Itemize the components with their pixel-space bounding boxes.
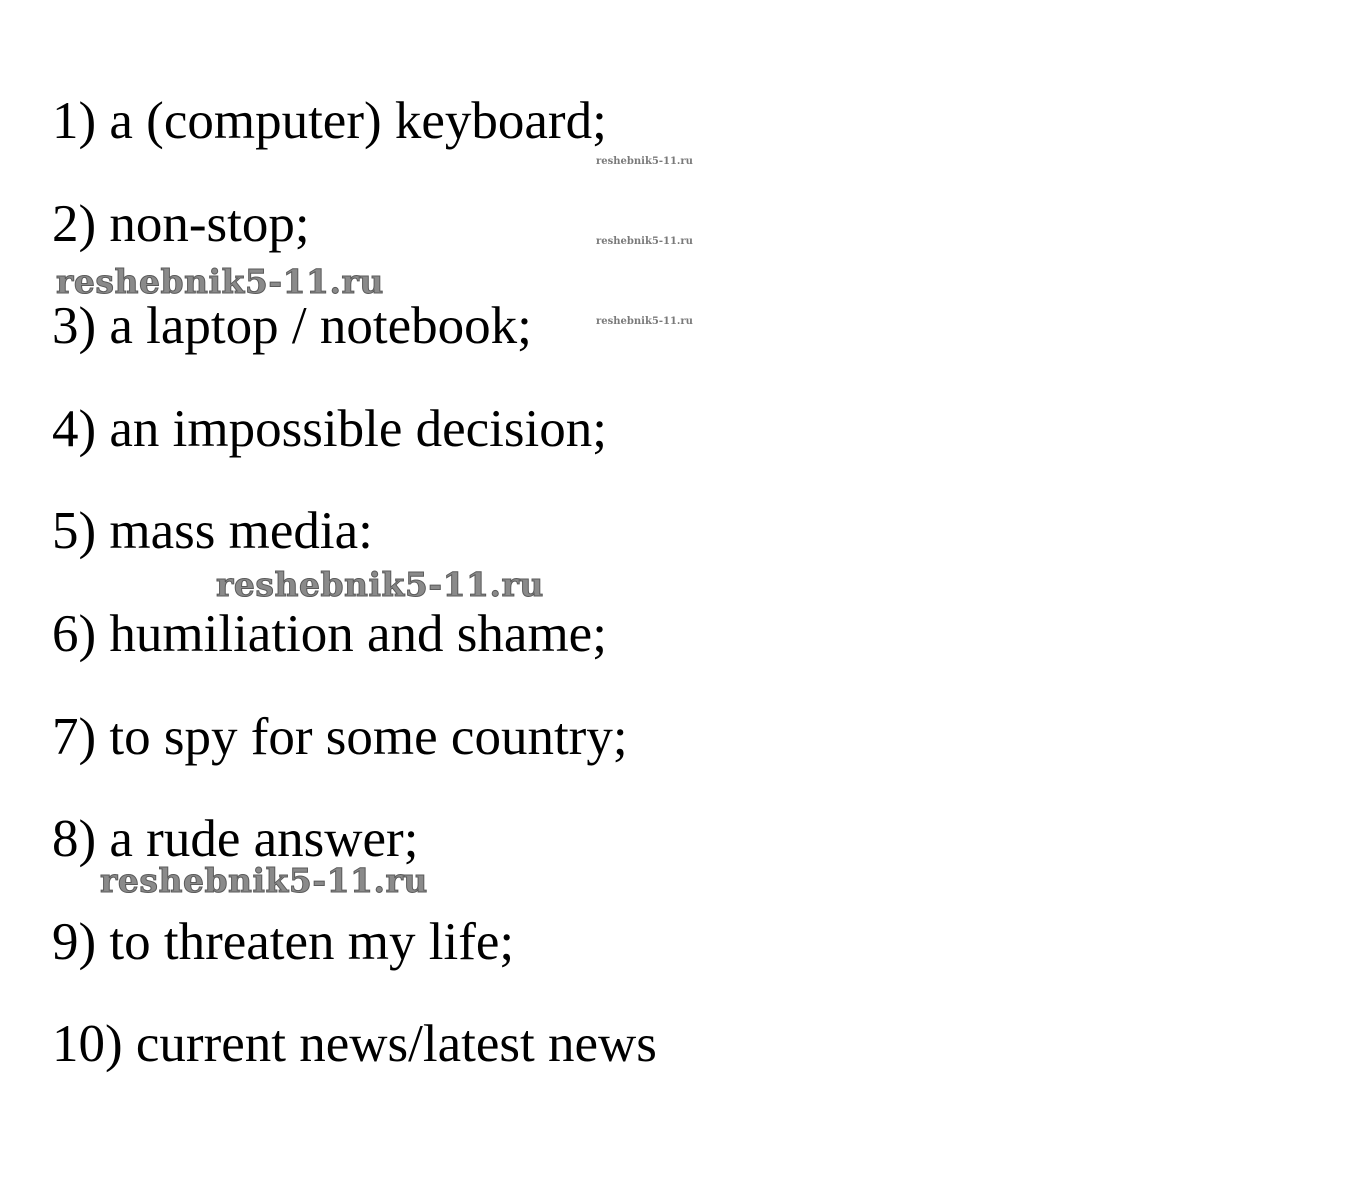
answer-item-4: 4) an impossible decision; [52, 400, 607, 458]
answer-item-9: 9) to threaten my life; [52, 913, 515, 971]
answer-item-6: 6) humiliation and shame; [52, 605, 607, 663]
answer-item-5: 5) mass media: [52, 502, 373, 560]
watermark-large: reshebnik5-11.ru [216, 565, 544, 604]
answer-item-8: 8) a rude answer; [52, 810, 419, 868]
answer-item-2: 2) non-stop; [52, 195, 310, 253]
watermark-small: reshebnik5-11.ru [596, 316, 693, 327]
watermark-large: reshebnik5-11.ru [100, 861, 428, 900]
answer-item-1: 1) a (computer) keyboard; [52, 92, 607, 150]
watermark-small: reshebnik5-11.ru [596, 156, 693, 167]
answer-item-10: 10) current news/latest news [52, 1015, 657, 1073]
answer-item-7: 7) to spy for some country; [52, 708, 628, 766]
watermark-large: reshebnik5-11.ru [56, 262, 384, 301]
answer-item-3: 3) a laptop / notebook; [52, 297, 532, 355]
watermark-small: reshebnik5-11.ru [596, 236, 693, 247]
